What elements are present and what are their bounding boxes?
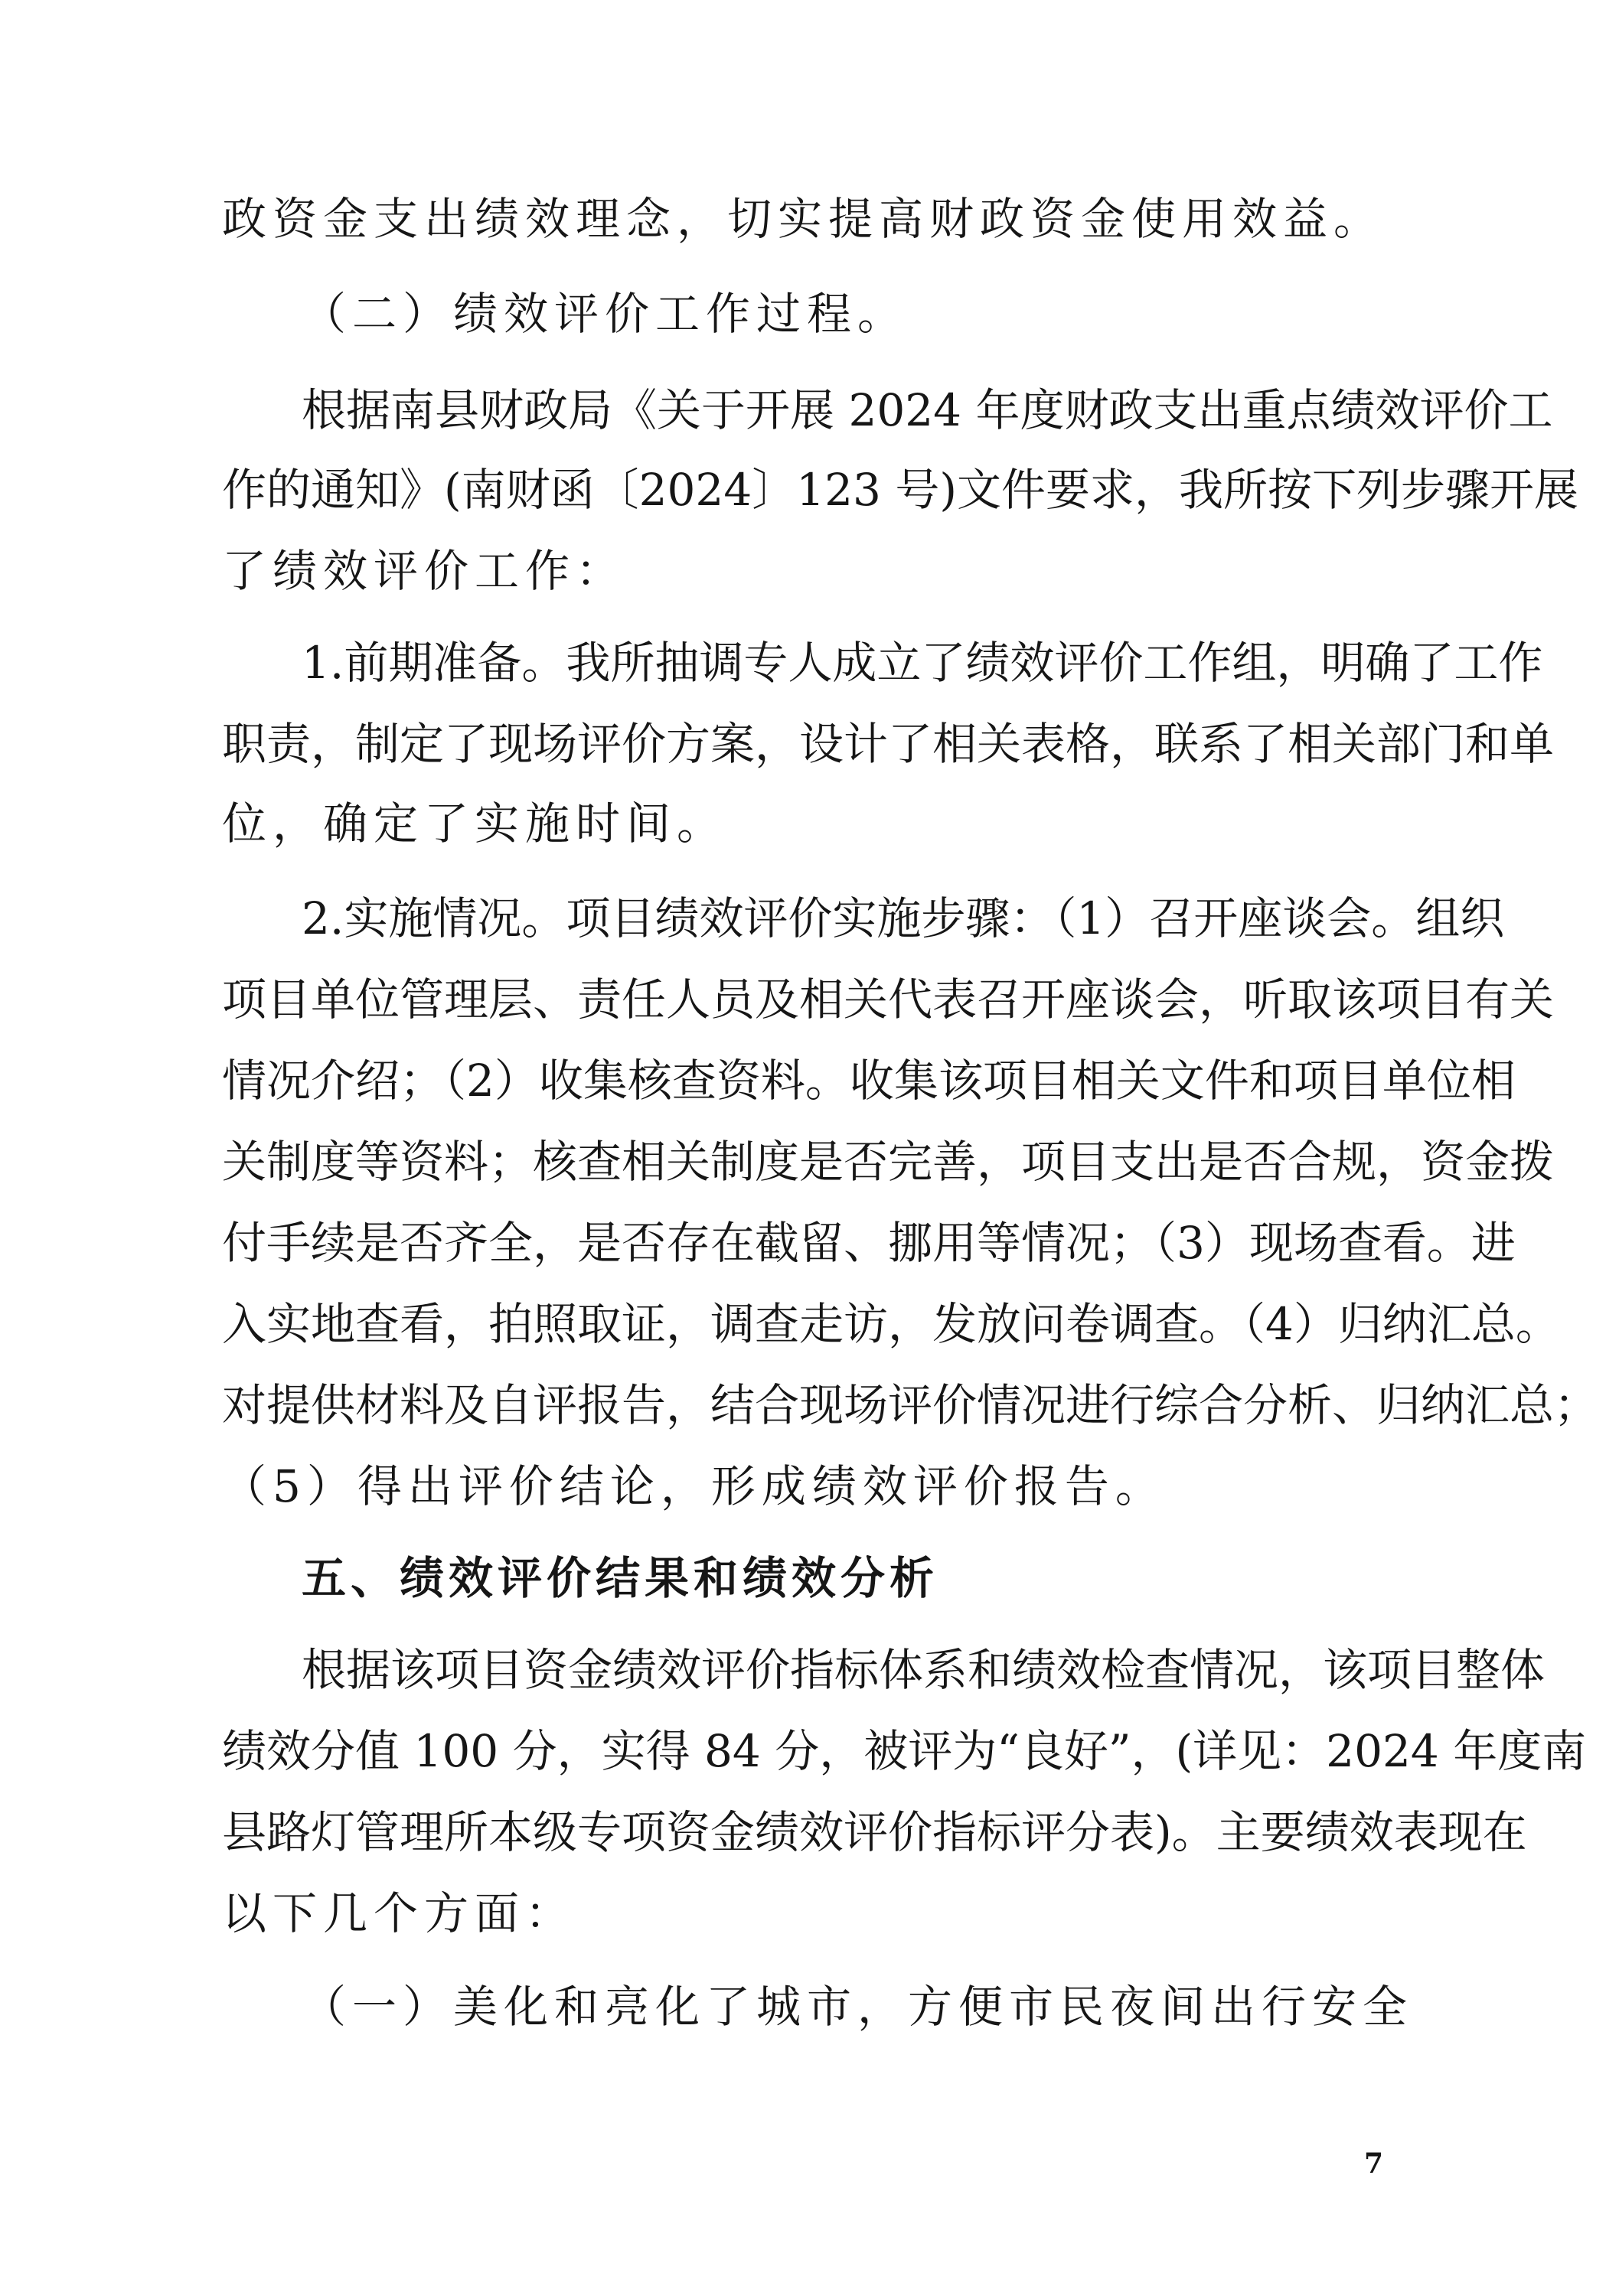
subheading-process: （二）绩效评价工作过程。 [302, 288, 909, 340]
text-line-15: 对提供材料及自评报告，结合现场评价情况进行综合分析、归纳汇总； [222, 1379, 1599, 1431]
text-line-13: 付手续是否齐全，是否存在截留、挪用等情况；（3）现场查看。进 [222, 1217, 1516, 1269]
text-line-4: 作的通知》(南财函〔2024〕123 号)文件要求，我所按下列步骤开展 [222, 464, 1579, 516]
text-line-1: 政资金支出绩效理念，切实提高财政资金使用效益。 [222, 193, 1385, 245]
text-line-7: 职责，制定了现场评价方案，设计了相关表格，联系了相关部门和单 [222, 718, 1555, 770]
text-line-14: 入实地查看，拍照取证，调查走访，发放问卷调查。（4）归纳汇总。 [222, 1298, 1560, 1350]
text-line-10: 项目单位管理层、责任人员及相关代表召开座谈会，听取该项目有关 [222, 974, 1555, 1026]
text-line-12: 关制度等资料；核查相关制度是否完善，项目支出是否合规，资金拨 [222, 1136, 1555, 1188]
text-line-16: （5）得出评价结论，形成绩效评价报告。 [222, 1460, 1166, 1512]
text-line-6: 1.前期准备。我所抽调专人成立了绩效评价工作组，明确了工作 [302, 637, 1543, 689]
text-line-20: 县路灯管理所本级专项资金绩效评价指标评分表)。主要绩效表现在 [222, 1806, 1527, 1858]
text-line-18: 根据该项目资金绩效评价指标体系和绩效检查情况，该项目整体 [302, 1644, 1546, 1696]
page-number: 7 [1364, 2148, 1384, 2180]
text-line-21: 以下几个方面： [222, 1887, 576, 1939]
text-line-3: 根据南县财政局《关于开展 2024 年度财政支出重点绩效评价工 [302, 384, 1553, 436]
text-line-9: 2.实施情况。项目绩效评价实施步骤：（1）召开座谈会。组织 [302, 892, 1505, 944]
text-line-19: 绩效分值 100 分，实得 84 分，被评为“良好”，(详见：2024 年度南 [222, 1725, 1587, 1777]
text-line-11: 情况介绍；（2）收集核查资料。收集该项目相关文件和项目单位相 [222, 1055, 1516, 1107]
subheading-beautify: （一）美化和亮化了城市，方便市民夜间出行安全 [302, 1981, 1414, 2033]
text-line-5: 了绩效评价工作： [222, 545, 627, 597]
section-heading-five: 五、绩效评价结果和绩效分析 [302, 1552, 939, 1604]
text-line-8: 位，确定了实施时间。 [222, 797, 728, 850]
